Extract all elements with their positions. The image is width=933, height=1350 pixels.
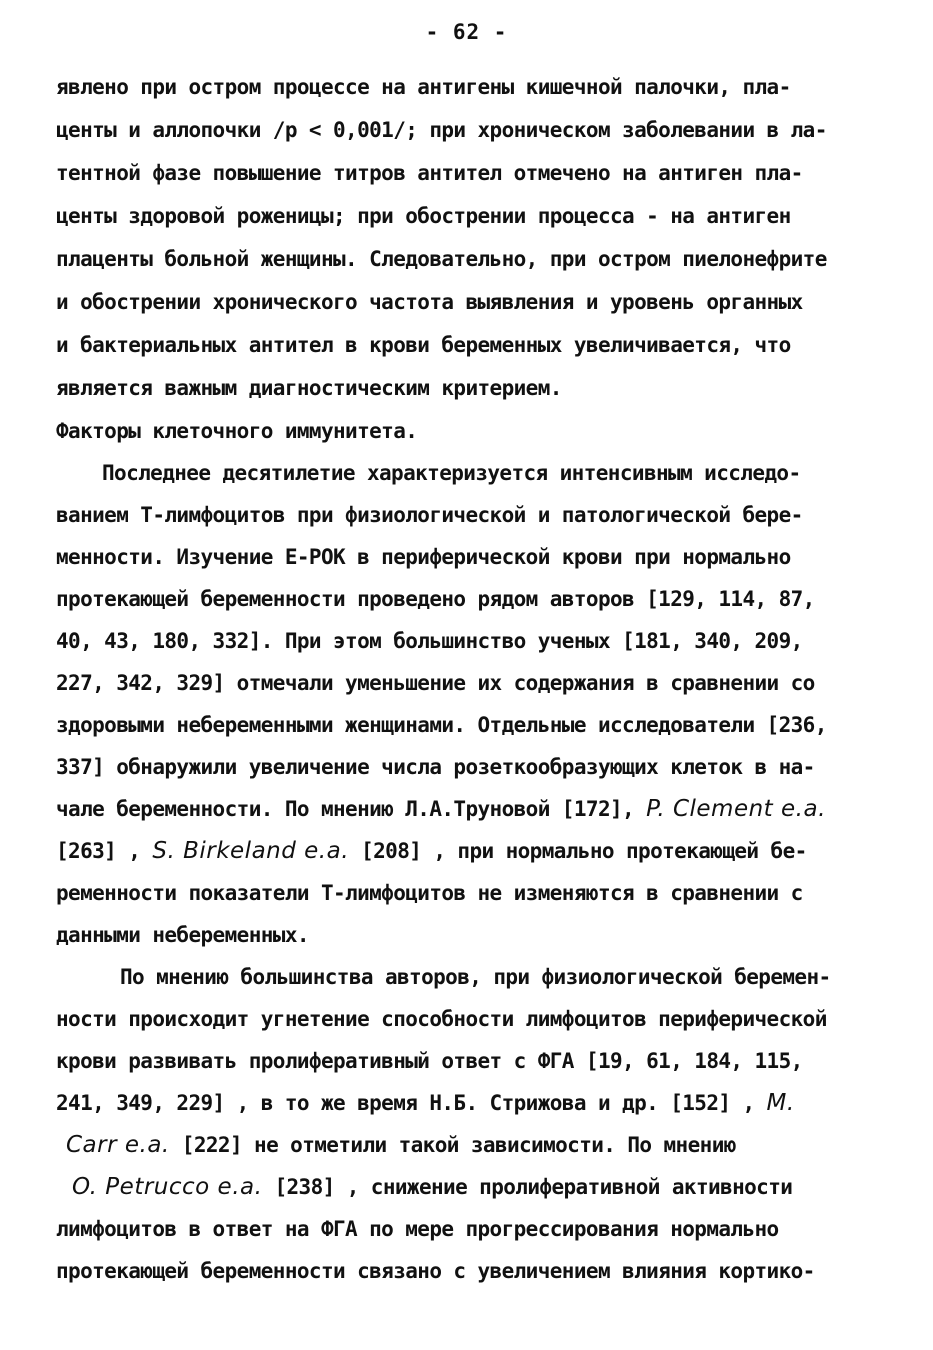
text-line: явлено при остром процессе на антигены кишечной палочки, пла- (56, 75, 791, 99)
text-line: ности происходит угнетение способности лимфоцитов периферической (56, 1007, 827, 1031)
handwritten-citation: O. Petrucco e.a. (72, 1174, 263, 1200)
text-line: и обострении хронического частота выявления и уровень органных (56, 290, 803, 314)
text-line: чале беременности. По мнению Л.А.Труновой [172], P. Clement e.a. (56, 796, 826, 822)
text-line: 227, 342, 329] отмечали уменьшение их содержания в сравнении со (56, 671, 815, 695)
handwritten-citation: M. (766, 1090, 795, 1116)
text-line: 40, 43, 180, 332]. При этом большинство ученых [181, 340, 209, (56, 629, 803, 653)
text-line: [263] , S. Birkeland e.a. [208] , при нормально протекающей бе- (56, 838, 807, 864)
text-line: крови развивать пролиферативный ответ с ФГА [19, 61, 184, 115, (56, 1049, 803, 1073)
paragraph-first-line: По мнению большинства авторов, при физиологической беремен- (120, 965, 831, 989)
text-line: данными небеременных. (56, 923, 309, 947)
text-line: является важным диагностическим критерием. (56, 376, 562, 400)
handwritten-citation: S. Birkeland e.a. (152, 838, 350, 864)
text-line: ременности показатели Т-лимфоцитов не изменяются в сравнении с (56, 881, 803, 905)
text-line: центы здоровой роженицы; при обострении процесса - на антиген (56, 204, 791, 228)
text-line: менности. Изучение Е-РОК в периферической крови при нормально (56, 545, 791, 569)
text-line: Carr e.a. [222] не отметили такой зависимости. По мнению (66, 1132, 736, 1158)
text-line: плаценты больной женщины. Следовательно, при остром пиелонефрите (56, 247, 827, 271)
handwritten-citation: P. Clement e.a. (646, 796, 826, 822)
text-line: центы и аллопочки /р < 0,001/; при хроническом заболевании в ла- (56, 118, 827, 142)
text-line: 241, 349, 229] , в то же время Н.Б. Стрижова и др. [152] , M. (56, 1090, 795, 1116)
text-line: O. Petrucco e.a. [238] , снижение пролиферативной активности (72, 1174, 793, 1200)
text-line: здоровыми небеременными женщинами. Отдельные исследователи [236, (56, 713, 827, 737)
paragraph-first-line: Последнее десятилетие характеризуется интенсивным исследо- (102, 461, 801, 485)
text-line: ванием Т-лимфоцитов при физиологической и патологической бере- (56, 503, 803, 527)
text-line: протекающей беременности связано с увеличением влияния кортико- (56, 1259, 815, 1283)
text-line: лимфоцитов в ответ на ФГА по мере прогрессирования нормально (56, 1217, 779, 1241)
text-line: тентной фазе повышение титров антител отмечено на антиген пла- (56, 161, 803, 185)
text-line: и бактериальных антител в крови беременных увеличивается, что (56, 333, 791, 357)
handwritten-citation: Carr e.a. (66, 1132, 170, 1158)
page-number: - 62 - (425, 20, 508, 44)
text-line: 337] обнаружили увеличение числа розеткообразующих клеток в на- (56, 755, 815, 779)
text-line: протекающей беременности проведено рядом авторов [129, 114, 87, (56, 587, 815, 611)
section-heading: Факторы клеточного иммунитета. (56, 419, 418, 443)
